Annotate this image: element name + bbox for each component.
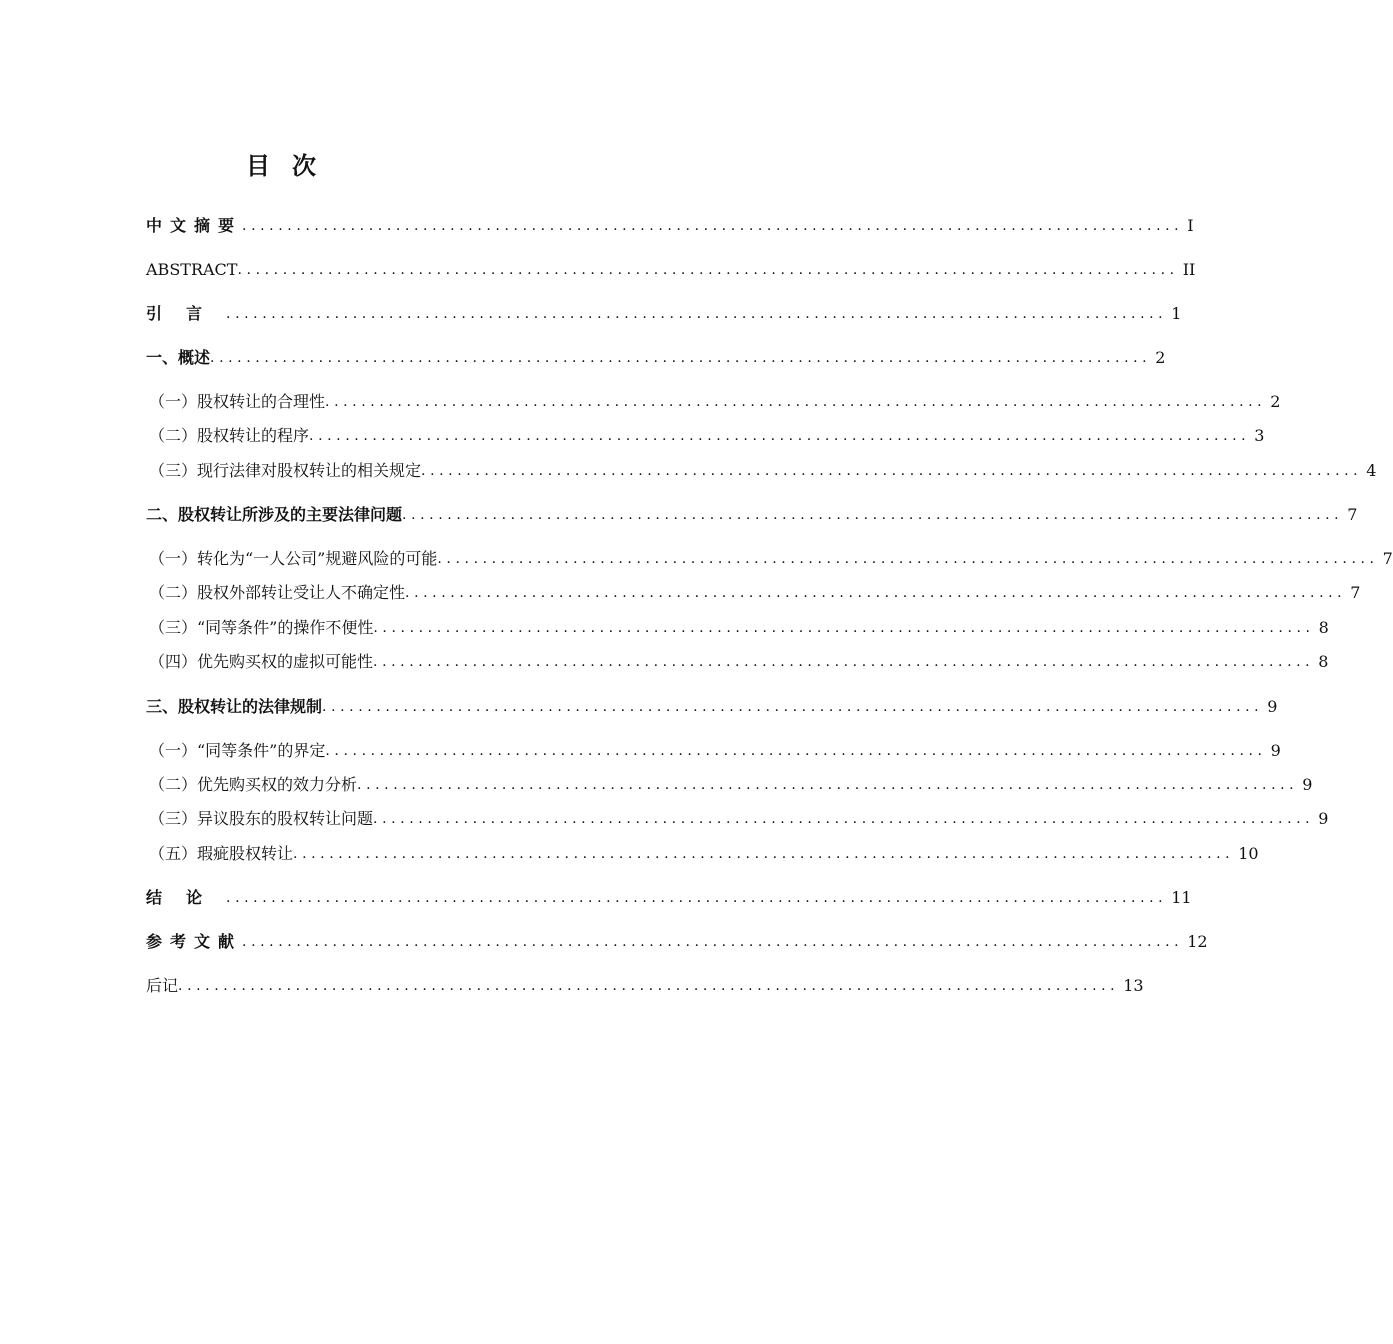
dot-leader: ........................................................................................................ xyxy=(237,262,1179,278)
dot-leader: ........................................................................................................ xyxy=(325,743,1267,759)
toc-entry-page: 7 xyxy=(1382,549,1393,568)
toc-entry-label: ABSTRACT xyxy=(146,260,238,279)
dot-leader: ........................................................................................................ xyxy=(357,777,1299,793)
toc-entry-label: （四）优先购买权的虚拟可能性 xyxy=(149,652,374,671)
toc-entry-page: 12 xyxy=(1187,932,1208,951)
toc-entry-page: 9 xyxy=(1270,741,1281,760)
toc-entry-page: 8 xyxy=(1318,618,1329,637)
toc-entry-page: 7 xyxy=(1350,583,1361,602)
toc-entry-label: （二）股权转让的程序 xyxy=(149,426,310,445)
toc-entry[interactable] xyxy=(146,928,1208,952)
toc-entry-label: （二）股权外部转让受让人不确定性 xyxy=(149,583,406,602)
toc-entry[interactable] xyxy=(146,300,1182,324)
toc-entry[interactable] xyxy=(146,545,1393,569)
toc-entry[interactable] xyxy=(146,344,1166,368)
dot-leader: ........................................................................................................ xyxy=(437,551,1379,567)
toc-entry-label: （一）转化为“一人公司”规避风险的可能 xyxy=(149,549,438,568)
toc-entry-label: 结论 xyxy=(146,888,227,907)
toc-entry-page: I xyxy=(1187,216,1194,235)
toc-entry-page: 2 xyxy=(1155,348,1166,367)
toc-entry-label: 三、股权转让的法律规制 xyxy=(146,697,323,716)
dot-leader: ........................................................................................................ xyxy=(322,699,1264,715)
toc-entry[interactable] xyxy=(146,614,1329,638)
dot-leader: ........................................................................................................ xyxy=(242,934,1184,950)
toc-entry-label: （一）股权转让的合理性 xyxy=(149,392,326,411)
toc-entry-page: 10 xyxy=(1238,844,1259,863)
toc-entry[interactable] xyxy=(146,422,1265,446)
toc-entry-page: 2 xyxy=(1270,392,1281,411)
toc-entry-page: 9 xyxy=(1267,697,1278,716)
dot-leader: ........................................................................................................ xyxy=(293,846,1235,862)
toc-entry-label: （一）“同等条件”的界定 xyxy=(149,741,326,760)
toc-entry-label: （五）瑕疵股权转让 xyxy=(149,844,294,863)
toc-entry-label: 中文摘要 xyxy=(146,216,243,235)
dot-leader: ........................................................................................................ xyxy=(405,585,1347,601)
toc-entry-label: （三）现行法律对股权转让的相关规定 xyxy=(149,461,422,480)
toc-entry[interactable] xyxy=(146,972,1144,996)
toc-entry-page: 1 xyxy=(1171,304,1182,323)
toc-entry[interactable] xyxy=(146,388,1281,412)
dot-leader: ........................................................................................................ xyxy=(373,620,1315,636)
toc-entry[interactable] xyxy=(146,212,1194,236)
toc-entry-page: 9 xyxy=(1302,775,1313,794)
toc-entry-label: （二）优先购买权的效力分析 xyxy=(149,775,358,794)
dot-leader: ........................................................................................................ xyxy=(373,654,1315,670)
dot-leader: ........................................................................................................ xyxy=(373,811,1315,827)
dot-leader: ........................................................................................................ xyxy=(242,218,1184,234)
toc-entry-page: 13 xyxy=(1123,976,1144,995)
toc-entry-label: 二、股权转让所涉及的主要法律问题 xyxy=(146,505,403,524)
toc-entry[interactable] xyxy=(146,840,1259,864)
toc-entry[interactable] xyxy=(146,457,1377,481)
dot-leader: ........................................................................................................ xyxy=(226,890,1168,906)
toc-entry[interactable] xyxy=(146,884,1192,908)
toc-entry-label: 一、概述 xyxy=(146,348,211,367)
toc-entry-label: 参考文献 xyxy=(146,932,243,951)
toc-entry-label: （三）异议股东的股权转让问题 xyxy=(149,809,374,828)
toc-entry-page: 11 xyxy=(1171,888,1192,907)
toc-entry[interactable] xyxy=(146,501,1358,525)
dot-leader: ........................................................................................................ xyxy=(226,306,1168,322)
toc-entry-label: （三）“同等条件”的操作不便性 xyxy=(149,618,374,637)
toc-entry[interactable] xyxy=(146,256,1196,280)
toc-entry-page: 4 xyxy=(1366,461,1377,480)
toc-title: 目次 xyxy=(246,152,338,180)
toc-entry-page: II xyxy=(1182,260,1196,279)
toc-entry-label: 引言 xyxy=(146,304,227,323)
toc-entry-page: 8 xyxy=(1318,652,1329,671)
dot-leader: ........................................................................................................ xyxy=(178,978,1120,994)
dot-leader: ........................................................................................................ xyxy=(325,394,1267,410)
toc-entry[interactable] xyxy=(146,805,1329,829)
dot-leader: ........................................................................................................ xyxy=(402,507,1344,523)
toc-entry-page: 9 xyxy=(1318,809,1329,828)
dot-leader: ........................................................................................................ xyxy=(309,428,1251,444)
toc-entry-page: 7 xyxy=(1347,505,1358,524)
toc-entry[interactable] xyxy=(146,579,1361,603)
toc-entry[interactable] xyxy=(146,648,1329,672)
dot-leader: ........................................................................................................ xyxy=(421,463,1363,479)
toc-entry[interactable] xyxy=(146,737,1281,761)
dot-leader: ........................................................................................................ xyxy=(210,350,1152,366)
toc-entry[interactable] xyxy=(146,771,1313,795)
toc-entry-page: 3 xyxy=(1254,426,1265,445)
toc-entry[interactable] xyxy=(146,693,1278,717)
toc-entry-label: 后记 xyxy=(146,976,179,995)
